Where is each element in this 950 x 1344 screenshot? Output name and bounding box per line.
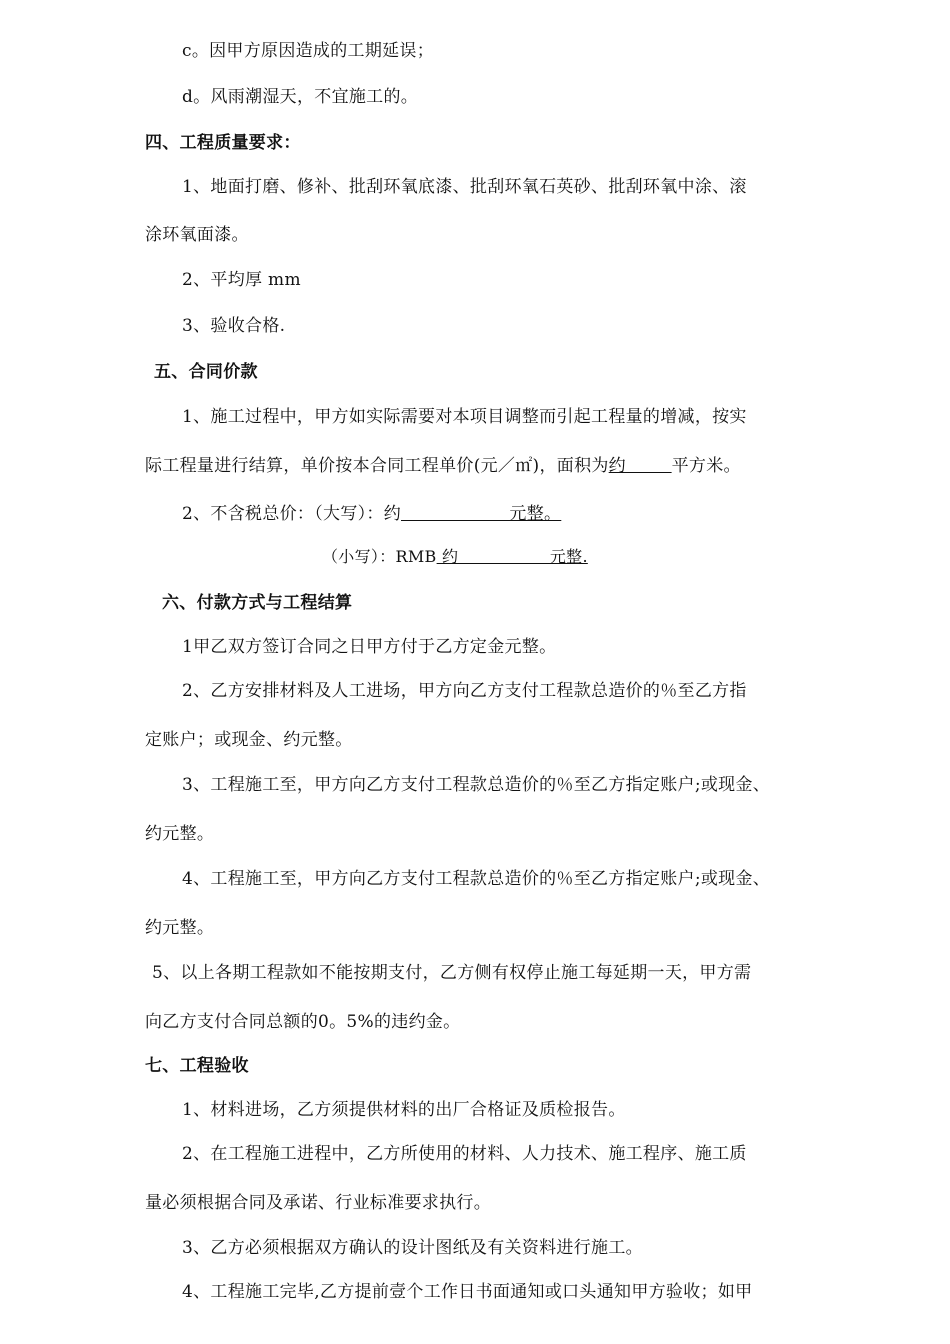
line-text: （小写）：RMB	[322, 547, 437, 566]
paragraph-line: 1、施工过程中，甲方如实际需要对本项目调整而引起工程量的增减，按实	[182, 407, 747, 427]
paragraph-line: 2、在工程施工进程中，乙方所使用的材料、人力技术、施工程序、施工质	[182, 1144, 747, 1164]
paragraph-line	[182, 503, 561, 525]
paragraph-line: 约元整。	[145, 824, 215, 844]
paragraph-line: d。风雨潮湿天，不宜施工的。	[182, 87, 419, 107]
paragraph-line: 约元整。	[145, 918, 215, 938]
paragraph-line: 1、地面打磨、修补、批刮环氧底漆、批刮环氧石英砂、批刮环氧中涂、滚	[182, 177, 747, 197]
paragraph-line	[145, 455, 741, 477]
section-heading: 六、付款方式与工程结算	[162, 593, 353, 613]
paragraph-line: 3、验收合格.	[182, 316, 286, 336]
line-text: 际工程量进行结算，单价按本合同工程单价(元／㎡)，面积为	[145, 456, 609, 476]
fill-in-blank: 约 元整.	[436, 547, 588, 566]
paragraph-line: 4、工程施工至，甲方向乙方支付工程款总造价的％至乙方指定账户;或现金、	[182, 869, 771, 889]
paragraph-line: 2、平均厚 mm	[182, 270, 301, 290]
paragraph-line: 3、乙方必须根据双方确认的设计图纸及有关资料进行施工。	[182, 1238, 643, 1258]
paragraph-line: 4、工程施工完毕,乙方提前壹个工作日书面通知或口头通知甲方验收；如甲	[182, 1282, 753, 1302]
paragraph-line: 3、工程施工至，甲方向乙方支付工程款总造价的％至乙方指定账户;或现金、	[182, 775, 771, 795]
paragraph-line: 定账户；或现金、约元整。	[145, 730, 353, 750]
fill-in-blank: 元整。	[401, 504, 562, 524]
line-text: 平方米。	[671, 456, 741, 476]
section-heading: 七、工程验收	[145, 1056, 249, 1076]
section-heading: 五、合同价款	[154, 362, 258, 382]
paragraph-line: 5、以上各期工程款如不能按期支付，乙方侧有权停止施工每延期一天，甲方需	[152, 963, 752, 983]
paragraph-line: 1甲乙双方签订合同之日甲方付于乙方定金元整。	[182, 637, 557, 657]
section-heading: 四、工程质量要求：	[145, 133, 301, 153]
paragraph-line: 涂环氧面漆。	[145, 225, 249, 245]
paragraph-line	[322, 546, 588, 568]
paragraph-line: c。因甲方原因造成的工期延误；	[182, 41, 435, 61]
fill-in-blank: 约	[608, 456, 672, 476]
line-text: 2、不含税总价：（大写）：约	[182, 504, 402, 524]
paragraph-line: 量必须根据合同及承诺、行业标准要求执行。	[145, 1193, 491, 1213]
paragraph-line: 向乙方支付合同总额的0。5%的违约金。	[145, 1012, 461, 1032]
paragraph-line: 1、材料进场，乙方须提供材料的出厂合格证及质检报告。	[182, 1100, 626, 1120]
paragraph-line: 2、乙方安排材料及人工进场，甲方向乙方支付工程款总造价的％至乙方指	[182, 681, 747, 701]
